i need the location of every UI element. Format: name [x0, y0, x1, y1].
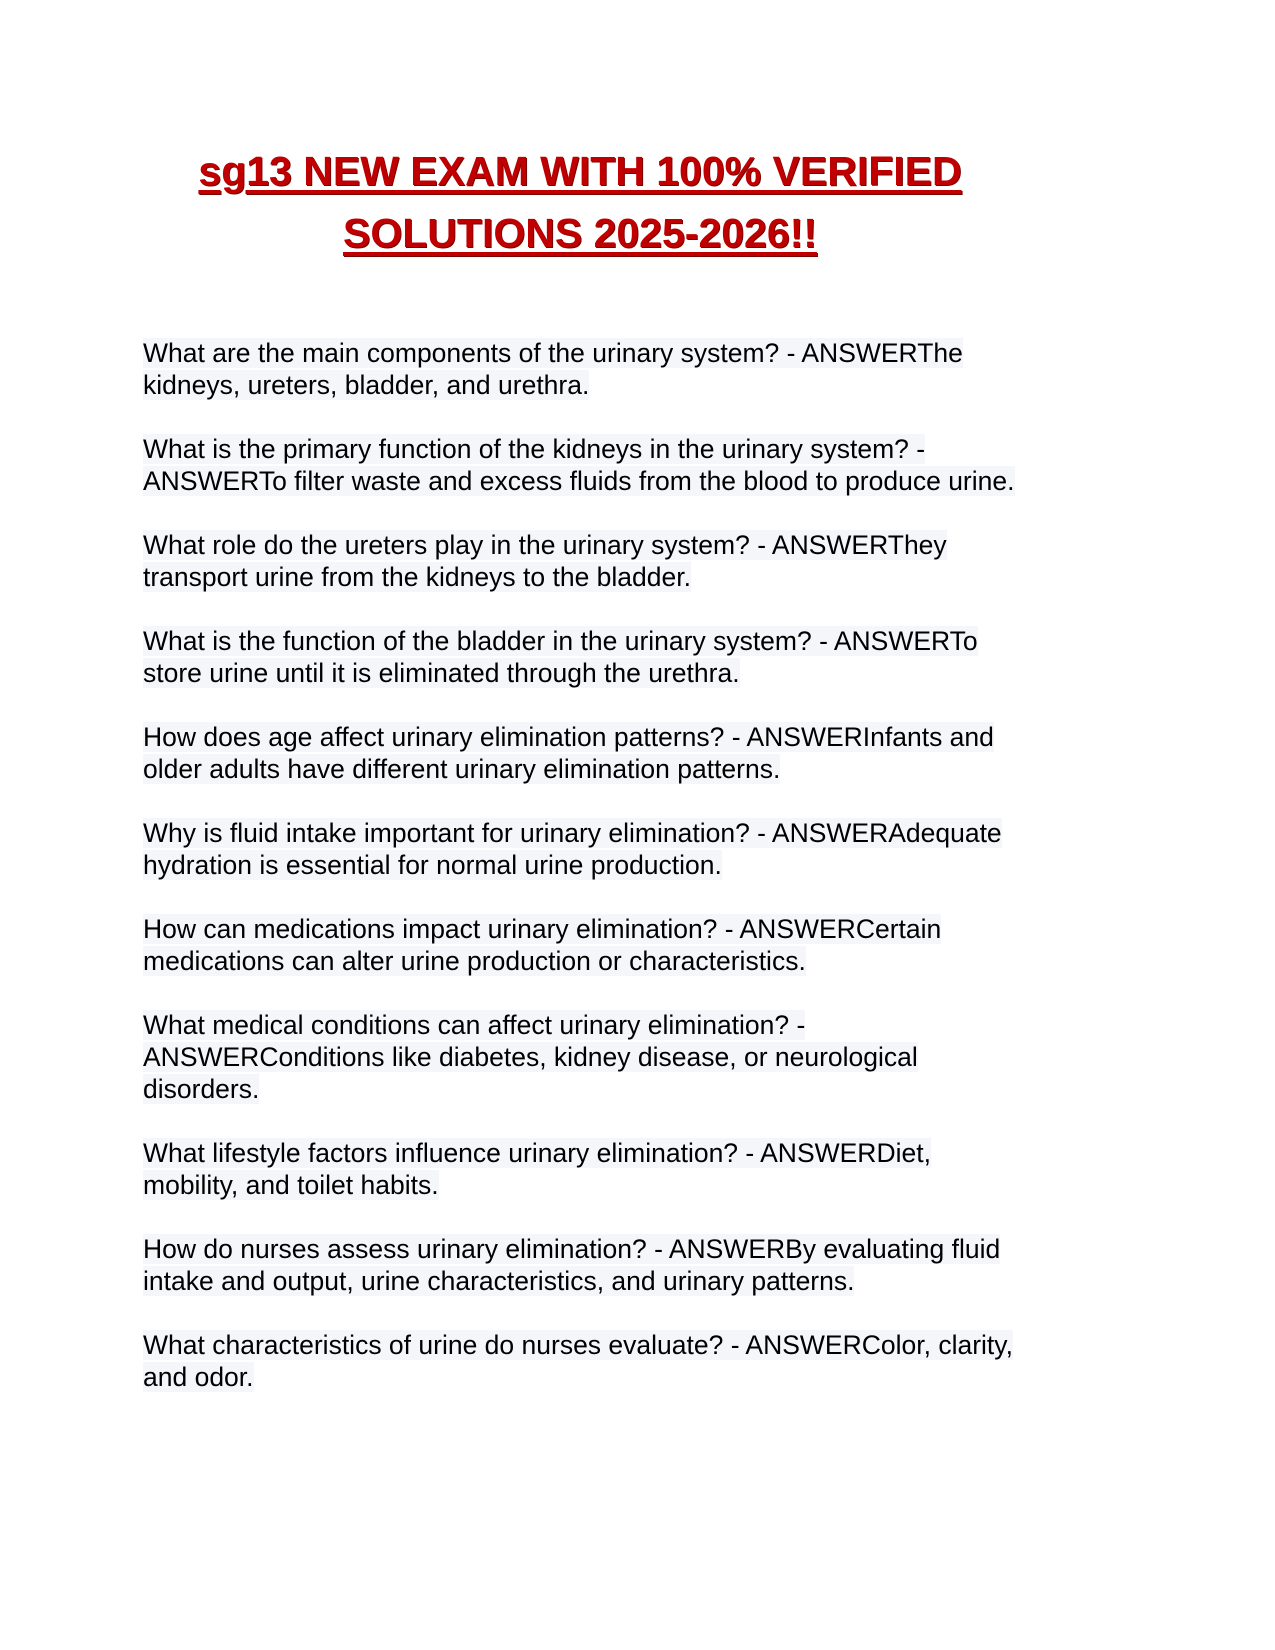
qa-line-text: and odor.: [143, 1362, 254, 1392]
document-title: [0, 140, 1160, 264]
qa-line-text: What medical conditions can affect urinary elimination? -: [143, 1010, 806, 1040]
qa-item: [143, 1009, 1143, 1105]
qa-line-text: What role do the ureters play in the urinary system? - ANSWERThey: [143, 530, 947, 560]
qa-item: [143, 1329, 1143, 1393]
qa-list: [143, 337, 1143, 1425]
qa-line-text: What lifestyle factors influence urinary elimination? - ANSWERDiet,: [143, 1138, 931, 1168]
qa-line: [143, 529, 1143, 561]
qa-line: [143, 1265, 1143, 1297]
qa-line: [143, 753, 1143, 785]
qa-line-text: medications can alter urine production or characteristics.: [143, 946, 806, 976]
qa-line-text: mobility, and toilet habits.: [143, 1170, 439, 1200]
qa-item: [143, 529, 1143, 593]
qa-line: [143, 1041, 1143, 1073]
qa-line: [143, 369, 1143, 401]
qa-line-text: How does age affect urinary elimination patterns? - ANSWERInfants and: [143, 722, 994, 752]
qa-line-text: older adults have different urinary elimination patterns.: [143, 754, 781, 784]
title-line-1: sg13 NEW EXAM WITH 100% VERIFIED: [198, 148, 962, 194]
qa-line: [143, 1073, 1143, 1105]
qa-line: [143, 561, 1143, 593]
qa-line-text: What characteristics of urine do nurses evaluate? - ANSWERColor, clarity,: [143, 1330, 1013, 1360]
qa-item: [143, 625, 1143, 689]
qa-item: [143, 817, 1143, 881]
qa-line: [143, 849, 1143, 881]
qa-item: [143, 1233, 1143, 1297]
qa-line-text: transport urine from the kidneys to the bladder.: [143, 562, 691, 592]
qa-item: [143, 433, 1143, 497]
qa-line: [143, 1009, 1143, 1041]
qa-line-text: hydration is essential for normal urine production.: [143, 850, 722, 880]
qa-line-text: ANSWERConditions like diabetes, kidney disease, or neurological: [143, 1042, 918, 1072]
qa-line: [143, 657, 1143, 689]
qa-line: [143, 1169, 1143, 1201]
qa-item: [143, 337, 1143, 401]
qa-line-text: What is the primary function of the kidneys in the urinary system? -: [143, 434, 926, 464]
qa-line: [143, 1233, 1143, 1265]
qa-line-text: What is the function of the bladder in the urinary system? - ANSWERTo: [143, 626, 978, 656]
qa-line-text: disorders.: [143, 1074, 260, 1104]
qa-line-text: intake and output, urine characteristics, and urinary patterns.: [143, 1266, 855, 1296]
qa-line: [143, 433, 1143, 465]
qa-line-text: What are the main components of the urinary system? - ANSWERThe: [143, 338, 963, 368]
qa-line: [143, 817, 1143, 849]
qa-line-text: store urine until it is eliminated through the urethra.: [143, 658, 740, 688]
qa-line: [143, 721, 1143, 753]
qa-line-text: ANSWERTo filter waste and excess fluids from the blood to produce urine.: [143, 466, 1015, 496]
qa-line: [143, 465, 1143, 497]
qa-line: [143, 337, 1143, 369]
qa-line: [143, 1329, 1143, 1361]
qa-item: [143, 1137, 1143, 1201]
qa-item: [143, 721, 1143, 785]
qa-item: [143, 913, 1143, 977]
qa-line: [143, 625, 1143, 657]
qa-line: [143, 913, 1143, 945]
qa-line-text: How do nurses assess urinary elimination? - ANSWERBy evaluating fluid: [143, 1234, 1001, 1264]
qa-line: [143, 1137, 1143, 1169]
qa-line-text: kidneys, ureters, bladder, and urethra.: [143, 370, 590, 400]
qa-line: [143, 1361, 1143, 1393]
qa-line: [143, 945, 1143, 977]
qa-line-text: Why is fluid intake important for urinary elimination? - ANSWERAdequate: [143, 818, 1002, 848]
title-line-2: SOLUTIONS 2025-2026!!: [343, 210, 817, 256]
qa-line-text: How can medications impact urinary elimination? - ANSWERCertain: [143, 914, 942, 944]
